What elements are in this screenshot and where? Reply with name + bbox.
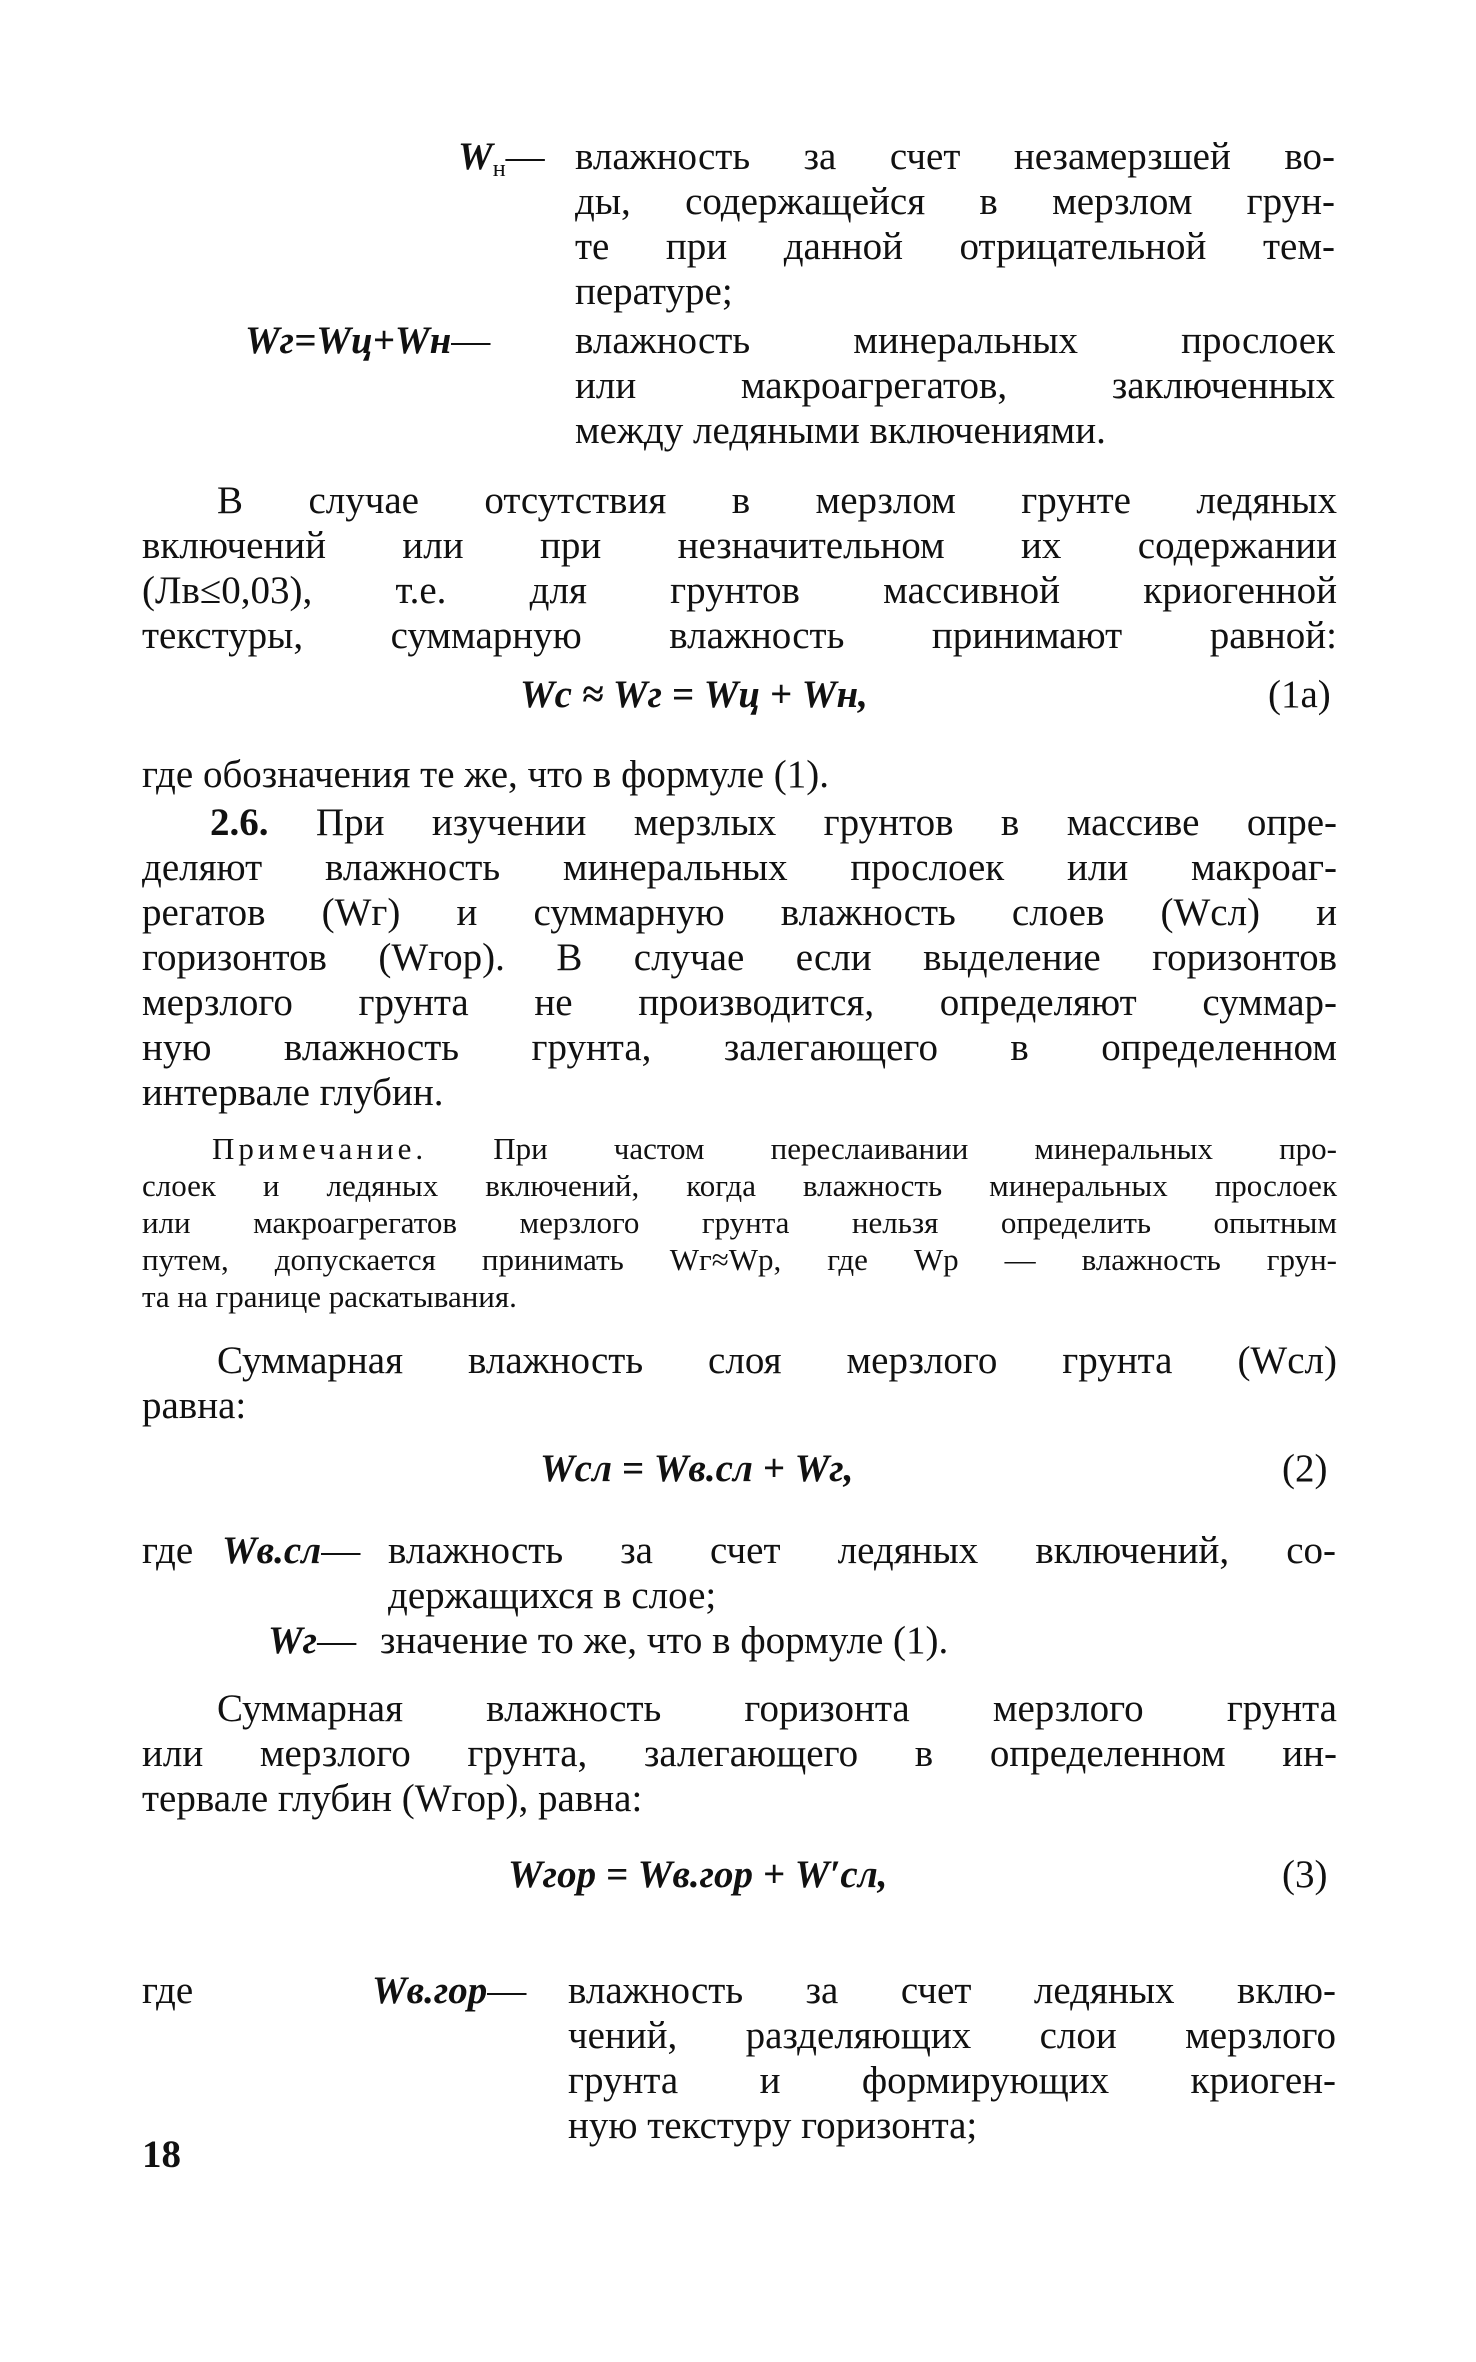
note-block: Примечание. При частом переслаивании минеральных про- слоек и ледяных включений, когда влажность минеральных прослоек или макроагрегатов мерзлого грунта нельзя определить опытным путем, допускается принимать Wг≈Wр, где Wр — влажность грун- та на границе раскатывания. [142,1131,1337,1314]
definition-prefix-2: где [142,1529,194,1572]
formula-number-2: (2) [1282,1447,1328,1490]
paragraph-horizon-moisture: Суммарная влажность горизонта мерзлого грунта или мерзлого грунта, залегающего в определенном ин- тервале глубин (Wгор), равна: [142,1687,1337,1820]
formula-3: Wгор = Wв.гор + W′сл, [508,1853,888,1896]
symbol-w-n: $W_н—$ [458,135,545,182]
definition-text-w-g: влажность минеральных прослоек или макроагрегатов, заключенных между ледяными включениями. [575,319,1335,452]
paragraph-layer-moisture: Суммарная влажность слоя мерзлого грунта (Wсл) равна: [142,1339,1337,1427]
symbol-w-v-sl: Wв.сл— [222,1529,361,1572]
definition-text-w-g-2: значение то же, что в формуле (1). [380,1619,949,1662]
symbol-w-v-gor: Wв.гор— [372,1969,527,2012]
note-label: Примечание. [212,1131,428,1166]
formula-number-1a: (1а) [1268,673,1331,716]
section-2-6: 2.6. При изучении мерзлых грунтов в массиве опре- деляют влажность минеральных прослоек или макроаг- регатов (Wг) и суммарную влажность слоев (Wсл) и горизонтов (Wгор). В случае если выделение горизонтов мерзлого грунта не производится, определяют суммар- ную влажность грунта, залегающего в определенном интервале глубин. [142,801,1337,1114]
section-number: 2.6. [210,801,269,844]
formula-1a: Wс ≈ Wг = Wц + Wн, [520,673,868,716]
symbol-w-g-2: Wг— [268,1619,357,1662]
formula-2: Wсл = Wв.сл + Wг, [540,1447,854,1490]
paragraph-notation: где обозначения те же, что в формуле (1). [142,753,829,796]
definition-prefix-3: где [142,1969,194,2012]
paragraph-no-ice: В случае отсутствия в мерзлом грунте ледяных включений или при незначительном их содержании (Лв≤0,03), т.е. для грунтов массивной криогенной текстуры, суммарную влажность принимают равной: [142,479,1337,657]
definition-text-w-n: влажность за счет незамерзшей во- ды, содержащейся в мерзлом грун- те при данной отрицательной тем- пературе; [575,135,1335,313]
page-number: 18 [142,2133,181,2176]
symbol-w-g-sum: Wг=Wц+Wн— [245,319,491,362]
definition-text-w-v-gor: влажность за счет ледяных вклю- чений, разделяющих слои мерзлого грунта и формирующих криоген- ную текстуру горизонта; [568,1969,1336,2147]
definition-text-w-v-sl: влажность за счет ледяных включений, со- держащихся в слое; [388,1529,1336,1617]
formula-number-3: (3) [1282,1853,1328,1896]
